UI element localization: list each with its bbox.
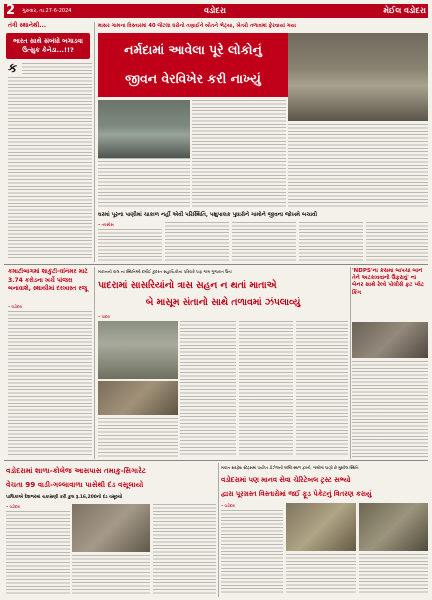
- lead-photo-flood-street: [98, 100, 190, 158]
- food-photo-distribution: [359, 503, 428, 551]
- lead-side-text: [192, 100, 286, 208]
- ndps-body: [352, 361, 428, 457]
- food-kicker: મકાન સરફેશ સ્ટેટ્સમાં પર્યાપ્ત ડીઝેલની લબ્ધિ સ્થળ ફરતી, ગામોમાં પાણી છે મુશ્કેલ સ્થિતિ: [221, 465, 359, 470]
- kamatibag-headline: કમાટીબાગમાં શાકુંટી-વનિમર માટે 3.74 કરોડના ખર્ચે પાંજરા બનાવાશે, સ્થાયીમાં દરખાસ્ત રજૂ: [8, 268, 88, 292]
- ndps-photo: [352, 322, 428, 358]
- tobacco-headline-line-2: વેચતા 99 વાડી-ગલ્લાવાળા પાસેથી દંડ વસૂલાયો: [6, 480, 144, 489]
- food-photo-volunteers: [286, 503, 356, 551]
- lead-reporter: • તવસીસ: [98, 222, 114, 227]
- tobacco-photo: [72, 504, 150, 552]
- tobacco-body-col-2: [72, 555, 150, 595]
- padra-body-col-2: [239, 321, 293, 457]
- brand-name: મેઈલ વડોદરા: [383, 6, 426, 15]
- food-body-col-2: [286, 554, 356, 595]
- food-reporter: • વડોદરા: [221, 503, 235, 508]
- food-body-col-3: [359, 554, 428, 595]
- kamatibag-reporter: • વડોદરા: [8, 304, 22, 309]
- column-rule: [94, 22, 95, 262]
- padra-headline-line-1: પાદરામાં સાસરિયાંનો ત્રાસ સહન ન થતાં માતાએ: [98, 280, 277, 291]
- padra-body-col-3: [296, 321, 348, 457]
- tobacco-subhead: પાલિકાએ દેશભરમાં ચકાસણી કરી કુલ રૂ.16,200નો દંડ વસૂલ્યો: [6, 495, 123, 500]
- tobacco-headline-line-1: વડોદરામાં શાળા-કોલેજ આસપાસ તમાકુ-સિગારેટ: [6, 466, 147, 475]
- editorial-body: [8, 77, 92, 259]
- padra-headline-line-2: બે માસૂમ સંતાનો સાથે તળાવમાં ઝંપલાવ્યું: [145, 297, 301, 308]
- page-number: 2: [6, 3, 16, 18]
- tobacco-reporter: • વડોદરા: [6, 504, 20, 509]
- padra-body-col-0: [98, 418, 178, 457]
- ndps-headline: 'NDPS'ના કેસમાં બાપચા બાને તેને અટકાવવાનો ઉફરાવું' ના બેનર સાથે રેલ્વે પોલીસે ફટ પ્લેટ કિંગ: [352, 268, 424, 296]
- column-rule: [218, 463, 219, 597]
- top-ticker: માસર ગામના વિસ્તારમાં 40 જેટલા ધરોનો તણાઈને બોતને ભેટ્યા, ખેતરો તળાવમાં ફેરવાયાં ગયા: [98, 23, 297, 29]
- lead-body-col-2: [165, 222, 229, 261]
- city-name: વડોદરા: [204, 6, 226, 15]
- lead-headline-line-1: નર્મદામાં આવેલા પૂરે લોકોનું: [124, 42, 262, 57]
- lead-headline-line-2: જીવન વેરવિખેર કરી નાખ્યું: [125, 71, 261, 86]
- lead-body-col-1: [98, 229, 162, 261]
- padra-kicker: મકાનની વાલ ના સ્થિતિઓ દર્માઈ કુદરત સહાયિકોના પરિવારે પણ ગામ ગુજરાત ઉતા: [98, 269, 232, 274]
- padra-body-col-1: [180, 321, 236, 457]
- column-rule: [350, 267, 351, 459]
- date-line: ગુરુવાર, તા.27-6-2024: [22, 8, 72, 14]
- food-headline-line-1: વડોદરામાં પણ માનવ સેવા ચેરિટેબલ ટ્રસ્ટ સભ્યો: [221, 476, 351, 484]
- editorial-kicker: તંત્રી સ્થાનેથી...: [8, 22, 47, 29]
- lead-subhead: ઘરમાં પૂરના પાણીમાં ચાકાળ નહીં એવી પરિસ્થિતિ, પશુપાલક પુધારોને ગામોને જીવના જોખમે બચાવી: [98, 212, 318, 218]
- padra-photo-villagers: [98, 381, 178, 415]
- section-divider: [4, 460, 428, 461]
- tobacco-body-col-1: [6, 511, 70, 595]
- editorial-dropcap: ક: [8, 61, 18, 76]
- kamatibag-body: [8, 311, 92, 457]
- column-rule: [94, 267, 95, 459]
- section-divider: [4, 264, 428, 265]
- lead-body-col-4: [299, 222, 363, 261]
- lead-body-col-5: [366, 222, 428, 261]
- tobacco-body-col-3: [153, 504, 216, 595]
- food-headline-line-2: દ્વારા પૂરગ્રસ્ત વિસ્તારોમાં જઈ ફૂડ પેકેટનું વિતરણ કરાયું: [221, 490, 372, 498]
- lead-photo-flood-house: [288, 33, 428, 121]
- food-body-col-1: [221, 510, 283, 595]
- padra-reporter: • પાદરા: [98, 314, 110, 319]
- lead-right-text: [288, 124, 428, 208]
- editorial-body: [22, 63, 92, 75]
- editorial-title: ભારત સાથે સંબંધો બગાડવા ઉત્સુક કેનેડા...!!?: [6, 33, 90, 59]
- lead-body-col-3: [232, 222, 296, 261]
- padra-photo-pond: [98, 321, 178, 379]
